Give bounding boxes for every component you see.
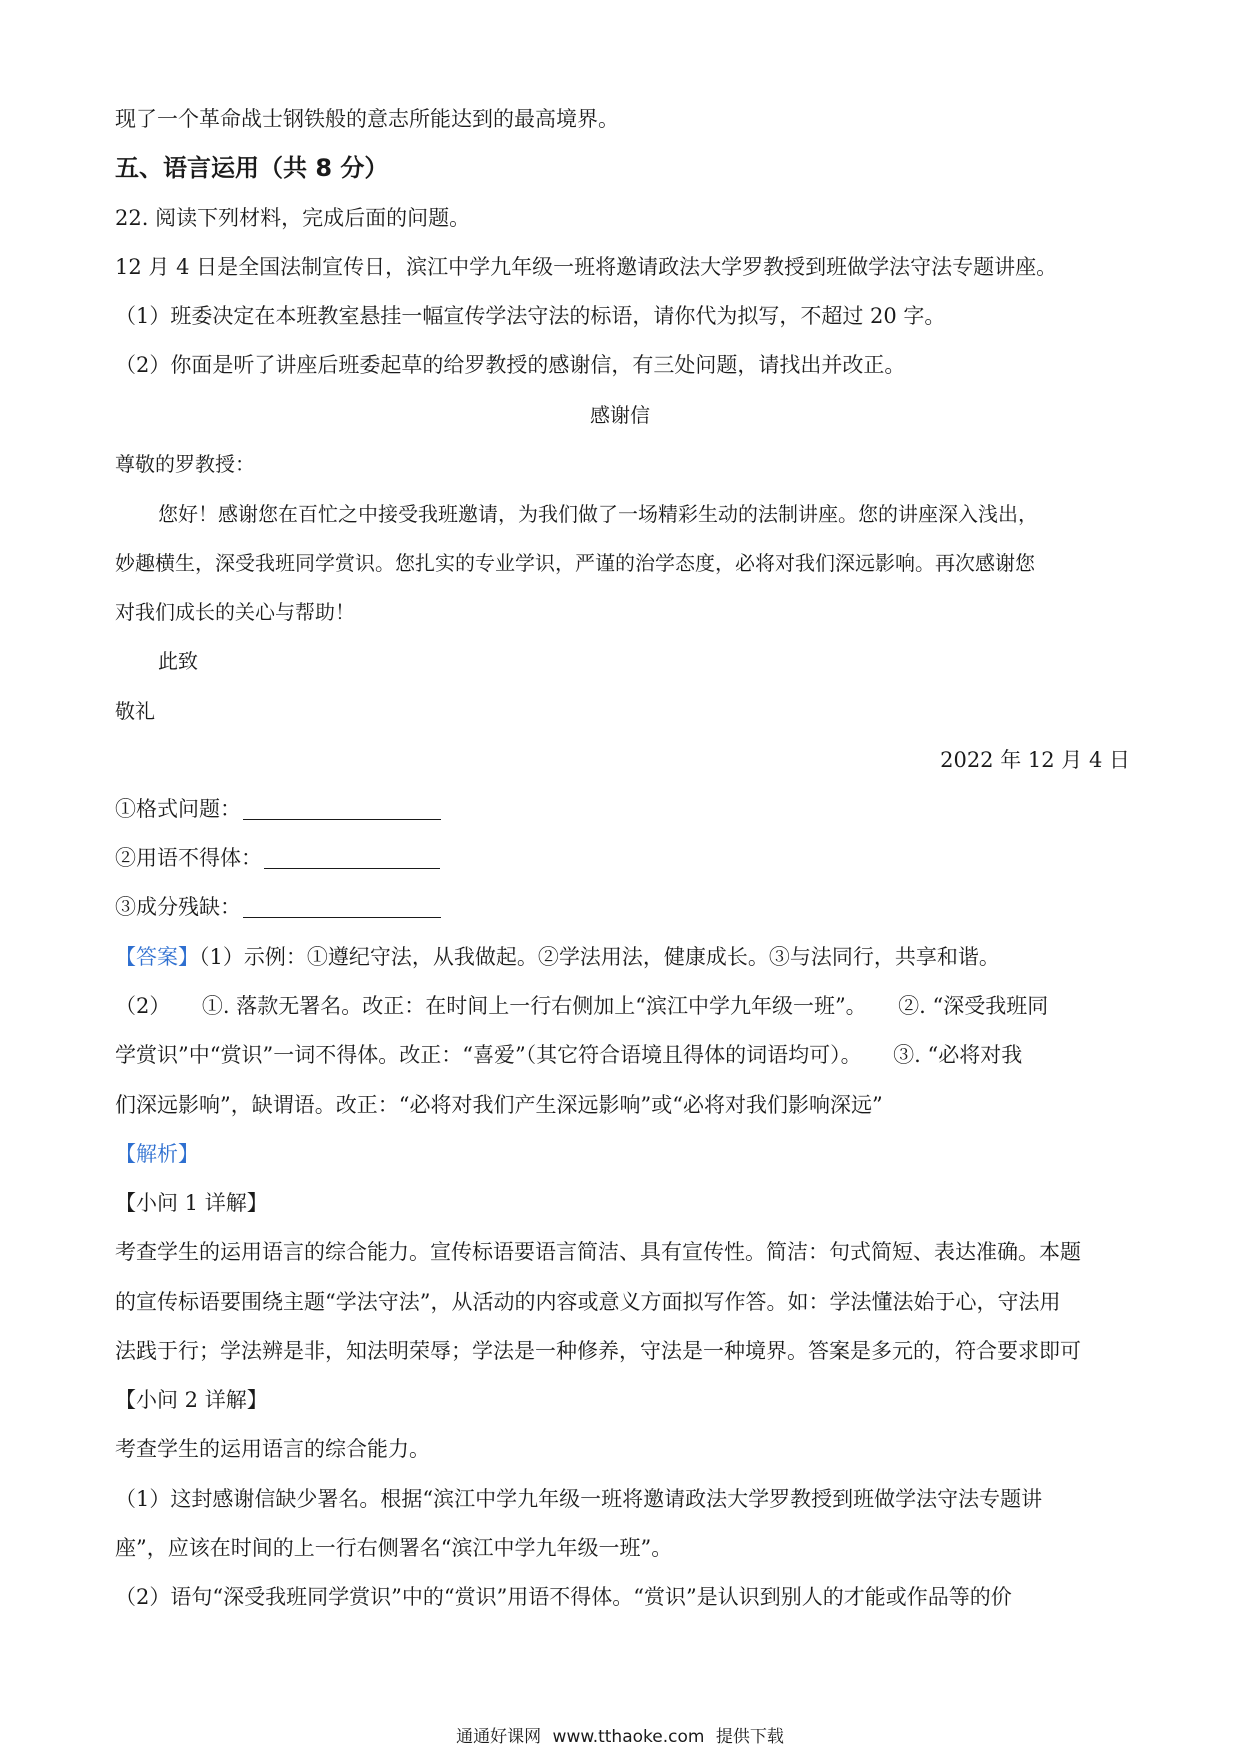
subquestion-2: （2）你面是听了讲座后班委起草的给罗教授的感谢信，有三处问题，请找出并改正。 [115, 353, 906, 377]
letter-closing: 敬礼 [115, 699, 155, 723]
letter-title: 感谢信 [590, 403, 650, 427]
answer-line: 学赏识”中“赏识”一词不得体。改正：“喜爱”（其它符合语境且得体的词语均可）。 ③. “必将对我 [115, 1043, 1023, 1067]
question-stem: 22. 阅读下列材料，完成后面的问题。 [115, 206, 471, 230]
analysis-line: 考查学生的运用语言的综合能力。宣传标语要语言简洁、具有宣传性。简洁：句式简短、表达准确。本题 [115, 1240, 1081, 1264]
analysis-line: 座”，应该在时间的上一行右侧署名“滨江中学九年级一班”。 [115, 1536, 673, 1560]
text-line: 现了一个革命战士钢铁般的意志所能达到的最高境界。 [115, 107, 619, 131]
answer-line: 们深远影响”，缺谓语。改正：“必将对我们产生深远影响”或“必将对我们影响深远” [115, 1093, 883, 1117]
page-footer [0, 1722, 1240, 1747]
answer-blank [243, 797, 441, 820]
blank-label: ①格式问题： [115, 797, 241, 821]
blank-label: ③成分残缺： [115, 895, 241, 919]
blank-wording [115, 843, 1135, 873]
answer-blank [264, 846, 440, 869]
blank-missing [115, 892, 1135, 922]
subquestion-detail-heading: 【小问 1 详解】 [115, 1191, 268, 1215]
footer-url[interactable]: www.tthaoke.com [552, 1727, 705, 1747]
footer-site: 通通好课网 [456, 1727, 542, 1747]
letter-body-line: 您好！感谢您在百忙之中接受我班邀请，为我们做了一场精彩生动的法制讲座。您的讲座深入浅出， [158, 502, 1038, 526]
answer-line: （2） ①. 落款无署名。改正：在时间上一行右侧加上“滨江中学九年级一班”。 ②. “深受我班同 [115, 994, 1049, 1018]
section-heading: 五、语言运用（共 8 分） [115, 154, 389, 182]
letter-date: 2022 年 12 月 4 日 [940, 748, 1130, 772]
letter-salutation: 尊敬的罗教授： [115, 452, 255, 476]
analysis-line: 法践于行；学法辨是非，知法明荣辱；学法是一种修养，守法是一种境界。答案是多元的，符合要求即可 [115, 1339, 1081, 1363]
subquestion-1: （1）班委决定在本班教室悬挂一幅宣传学法守法的标语，请你代为拟写，不超过 20 字。 [115, 304, 946, 328]
analysis-line: 的宣传标语要围绕主题“学法守法”，从活动的内容或意义方面拟写作答。如：学法懂法始于心，守法用 [115, 1290, 1061, 1314]
answer-text: （1）示例：①遵纪守法，从我做起。②学法用法，健康成长。③与法同行，共享和谐。 [199, 945, 1000, 969]
blank-label: ②用语不得体： [115, 846, 262, 870]
answer-line [115, 942, 1135, 972]
analysis-line: （2）语句“深受我班同学赏识”中的“赏识”用语不得体。“赏识”是认识到别人的才能或作品等的价 [115, 1585, 1012, 1609]
footer-suffix: 提供下载 [715, 1727, 784, 1747]
letter-body-line: 对我们成长的关心与帮助！ [115, 600, 355, 624]
blank-format [115, 794, 1135, 824]
analysis-tag: 【解析】 [115, 1142, 199, 1166]
analysis-line: 考查学生的运用语言的综合能力。 [115, 1437, 430, 1461]
answer-blank [243, 895, 441, 918]
letter-closing: 此致 [158, 649, 198, 673]
analysis-line: （1）这封感谢信缺少署名。根据“滨江中学九年级一班将邀请政法大学罗教授到班做学法守法专题讲 [115, 1487, 1043, 1511]
letter-body-line: 妙趣横生，深受我班同学赏识。您扎实的专业学识，严谨的治学态度，必将对我们深远影响。再次感谢您 [115, 551, 1035, 575]
answer-tag: 【答案】 [115, 945, 199, 969]
subquestion-detail-heading: 【小问 2 详解】 [115, 1388, 268, 1412]
material-text: 12 月 4 日是全国法制宣传日，滨江中学九年级一班将邀请政法大学罗教授到班做学法守法专题讲座。 [115, 255, 1058, 279]
